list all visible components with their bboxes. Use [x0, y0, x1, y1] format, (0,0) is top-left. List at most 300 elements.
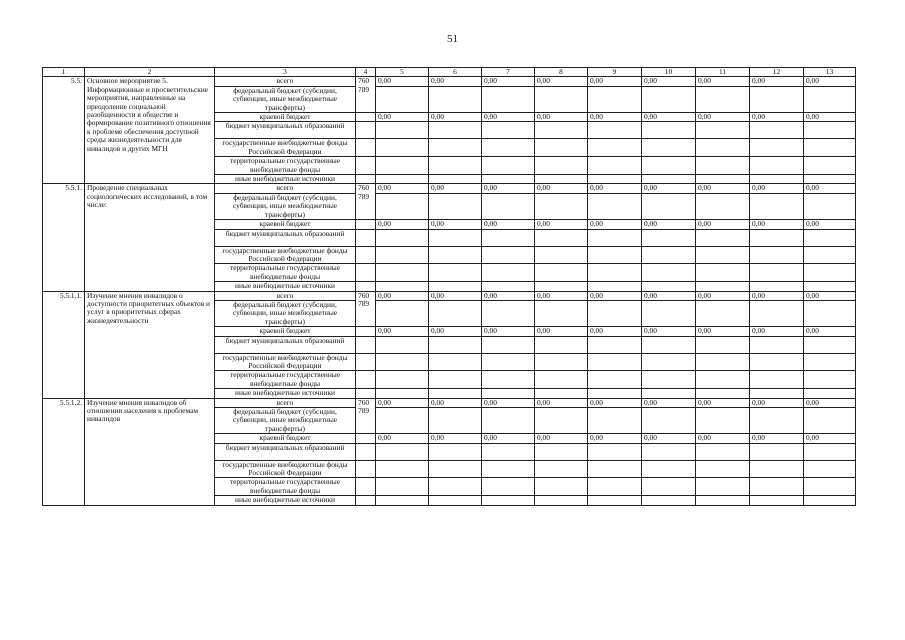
amount-value: 0,00: [642, 291, 696, 300]
budget-code-cell: [356, 139, 376, 157]
amount-empty: [482, 264, 535, 282]
amount-empty: [588, 460, 642, 478]
amount-empty: [429, 478, 482, 496]
amount-empty: [642, 139, 696, 157]
amount-value: 0,00: [588, 77, 642, 86]
amount-empty: [642, 246, 696, 264]
amount-empty: [588, 122, 642, 139]
amount-empty: [696, 193, 750, 219]
budget-code-cell: [356, 353, 376, 371]
funding-source: краевой бюджет: [215, 113, 356, 122]
amount-empty: [696, 478, 750, 496]
amount-value: 0,00: [535, 184, 588, 193]
amount-empty: [642, 496, 696, 505]
budget-code: 789: [358, 406, 370, 415]
amount-value: 0,00: [376, 77, 429, 86]
table-row: [43, 184, 856, 193]
amount-empty: [429, 264, 482, 282]
budget-code-cell: [356, 220, 376, 229]
amount-empty: [750, 282, 804, 291]
amount-value: 0,00: [429, 434, 482, 443]
amount-empty: [642, 122, 696, 139]
budget-code: 760: [358, 291, 370, 300]
amount-empty: [750, 478, 804, 496]
amount-empty: [429, 175, 482, 184]
section-name: Проведение специальных социологических исследований, в том числе:: [85, 184, 215, 291]
amount-empty: [750, 371, 804, 389]
amount-empty: [750, 122, 804, 139]
amount-empty: [429, 300, 482, 326]
amount-empty: [429, 389, 482, 398]
amount-empty: [696, 496, 750, 505]
amount-value: 0,00: [429, 113, 482, 122]
amount-empty: [376, 175, 429, 184]
amount-empty: [429, 246, 482, 264]
amount-empty: [535, 193, 588, 219]
amount-empty: [588, 175, 642, 184]
budget-code: 789: [358, 191, 370, 201]
amount-empty: [696, 157, 750, 175]
amount-empty: [535, 175, 588, 184]
amount-empty: [482, 175, 535, 184]
header-cell: 1: [43, 68, 85, 77]
amount-empty: [642, 282, 696, 291]
amount-empty: [696, 122, 750, 139]
section-index: 5.5.: [43, 77, 85, 184]
amount-empty: [642, 353, 696, 371]
amount-value: 0,00: [376, 220, 429, 229]
funding-source: государственные внебюджетные фонды Российской Федерации: [215, 353, 356, 371]
funding-source: краевой бюджет: [215, 327, 356, 336]
amount-value: 0,00: [588, 398, 642, 407]
amount-empty: [642, 443, 696, 460]
amount-empty: [804, 175, 856, 184]
amount-empty: [588, 229, 642, 246]
amount-empty: [429, 86, 482, 112]
budget-code-cell: [356, 246, 376, 264]
amount-empty: [804, 460, 856, 478]
funding-source: краевой бюджет: [215, 220, 356, 229]
budget-code-cell: [356, 389, 376, 398]
amount-empty: [642, 478, 696, 496]
amount-empty: [642, 193, 696, 219]
budget-code-cell: [356, 478, 376, 496]
funding-source: иные внебюджетные источники: [215, 389, 356, 398]
amount-empty: [696, 371, 750, 389]
funding-source: бюджет муниципальных образований: [215, 122, 356, 139]
amount-empty: [642, 460, 696, 478]
amount-value: 0,00: [750, 220, 804, 229]
amount-value: 0,00: [535, 327, 588, 336]
amount-empty: [642, 408, 696, 434]
amount-empty: [588, 496, 642, 505]
amount-empty: [588, 282, 642, 291]
funding-source: всего: [215, 77, 356, 86]
amount-empty: [482, 496, 535, 505]
amount-empty: [588, 371, 642, 389]
amount-value: 0,00: [429, 291, 482, 300]
amount-empty: [696, 389, 750, 398]
amount-empty: [535, 300, 588, 326]
amount-empty: [376, 496, 429, 505]
funding-source: федеральный бюджет (субсидии, субвенции, иные межбюджетные трансферты): [215, 408, 356, 434]
amount-empty: [429, 336, 482, 353]
amount-empty: [535, 86, 588, 112]
amount-empty: [642, 157, 696, 175]
amount-empty: [696, 460, 750, 478]
funding-source: всего: [215, 398, 356, 407]
amount-empty: [696, 408, 750, 434]
header-row: [43, 68, 856, 77]
budget-code-cell: [356, 291, 376, 327]
amount-empty: [750, 460, 804, 478]
amount-value: 0,00: [696, 184, 750, 193]
amount-empty: [750, 175, 804, 184]
header-cell: 12: [750, 68, 804, 77]
amount-empty: [535, 408, 588, 434]
amount-value: 0,00: [588, 220, 642, 229]
amount-empty: [750, 139, 804, 157]
amount-empty: [804, 300, 856, 326]
amount-empty: [642, 229, 696, 246]
amount-empty: [804, 353, 856, 371]
amount-empty: [588, 300, 642, 326]
amount-empty: [482, 336, 535, 353]
funding-source: территориальные государственные внебюджетные фонды: [215, 371, 356, 389]
funding-source: территориальные государственные внебюджетные фонды: [215, 264, 356, 282]
amount-value: 0,00: [750, 327, 804, 336]
header-cell: 7: [482, 68, 535, 77]
amount-empty: [750, 336, 804, 353]
funding-source: федеральный бюджет (субсидии, субвенции, иные межбюджетные трансферты): [215, 86, 356, 112]
amount-empty: [750, 300, 804, 326]
budget-code: 789: [358, 298, 370, 308]
funding-source: иные внебюджетные источники: [215, 496, 356, 505]
header-cell: 6: [429, 68, 482, 77]
amount-empty: [750, 86, 804, 112]
amount-empty: [804, 229, 856, 246]
amount-empty: [376, 443, 429, 460]
amount-empty: [804, 193, 856, 219]
table-row: [43, 398, 856, 407]
section-name: Основное мероприятие 5. Информационные и просветительские мероприятия, направленные на преодоление социальной разобщенности в обществе и формирование позитивного отношения к проблеме обеспечения доступной среды жизнедеятельности для инвалидов и других МГН: [85, 77, 215, 184]
amount-empty: [696, 264, 750, 282]
section-name: Изучение мнения инвалидов об отношении населения к проблемам инвалидов: [85, 398, 215, 505]
table-row: [43, 291, 856, 300]
amount-value: 0,00: [696, 291, 750, 300]
budget-code-cell: [356, 175, 376, 184]
funding-source: всего: [215, 291, 356, 300]
amount-empty: [696, 353, 750, 371]
amount-empty: [642, 86, 696, 112]
funding-source: бюджет муниципальных образований: [215, 229, 356, 246]
budget-code-cell: [356, 336, 376, 353]
amount-value: 0,00: [750, 434, 804, 443]
budget-code: 760: [358, 398, 370, 407]
amount-value: 0,00: [642, 327, 696, 336]
amount-empty: [429, 122, 482, 139]
amount-empty: [804, 122, 856, 139]
amount-value: 0,00: [482, 220, 535, 229]
header-cell: 4: [356, 68, 376, 77]
amount-value: 0,00: [429, 398, 482, 407]
amount-empty: [429, 193, 482, 219]
amount-value: 0,00: [535, 398, 588, 407]
amount-empty: [376, 157, 429, 175]
budget-code-cell: [356, 113, 376, 122]
amount-value: 0,00: [429, 77, 482, 86]
amount-value: 0,00: [804, 220, 856, 229]
amount-empty: [376, 460, 429, 478]
budget-code-cell: [356, 77, 376, 113]
amount-empty: [482, 408, 535, 434]
amount-empty: [429, 157, 482, 175]
page-number: 51: [447, 33, 458, 45]
amount-value: 0,00: [750, 398, 804, 407]
amount-empty: [535, 282, 588, 291]
amount-empty: [376, 336, 429, 353]
amount-empty: [588, 264, 642, 282]
budget-body: [43, 77, 856, 505]
amount-value: 0,00: [642, 184, 696, 193]
amount-empty: [535, 157, 588, 175]
amount-empty: [696, 282, 750, 291]
amount-value: 0,00: [642, 398, 696, 407]
amount-empty: [642, 371, 696, 389]
section-index: 5.5.1.2.: [43, 398, 85, 505]
amount-value: 0,00: [804, 113, 856, 122]
table-row: [43, 77, 856, 86]
amount-value: 0,00: [376, 113, 429, 122]
header-cell: 10: [642, 68, 696, 77]
amount-value: 0,00: [482, 327, 535, 336]
amount-value: 0,00: [376, 327, 429, 336]
budget-code: 760: [358, 183, 370, 193]
amount-empty: [642, 264, 696, 282]
funding-source: иные внебюджетные источники: [215, 282, 356, 291]
amount-empty: [804, 478, 856, 496]
funding-source: бюджет муниципальных образований: [215, 336, 356, 353]
amount-empty: [429, 408, 482, 434]
amount-empty: [482, 389, 535, 398]
amount-value: 0,00: [588, 327, 642, 336]
amount-value: 0,00: [804, 434, 856, 443]
amount-empty: [642, 389, 696, 398]
amount-empty: [696, 86, 750, 112]
amount-empty: [376, 353, 429, 371]
amount-empty: [482, 371, 535, 389]
amount-value: 0,00: [376, 291, 429, 300]
amount-value: 0,00: [429, 327, 482, 336]
amount-empty: [588, 246, 642, 264]
amount-empty: [482, 353, 535, 371]
amount-empty: [535, 246, 588, 264]
funding-source: территориальные государственные внебюджетные фонды: [215, 478, 356, 496]
amount-empty: [642, 175, 696, 184]
budget-code-cell: [356, 157, 376, 175]
amount-value: 0,00: [588, 184, 642, 193]
amount-empty: [696, 139, 750, 157]
funding-source: территориальные государственные внебюджетные фонды: [215, 157, 356, 175]
budget-code-cell: [356, 398, 376, 434]
amount-value: 0,00: [750, 113, 804, 122]
amount-empty: [750, 496, 804, 505]
amount-empty: [376, 371, 429, 389]
amount-value: 0,00: [642, 220, 696, 229]
header-cell: 11: [696, 68, 750, 77]
amount-empty: [588, 157, 642, 175]
amount-empty: [588, 408, 642, 434]
amount-value: 0,00: [482, 113, 535, 122]
amount-empty: [804, 139, 856, 157]
amount-empty: [804, 443, 856, 460]
amount-empty: [588, 86, 642, 112]
amount-value: 0,00: [535, 77, 588, 86]
funding-source: федеральный бюджет (субсидии, субвенции, иные межбюджетные трансферты): [215, 193, 356, 219]
amount-value: 0,00: [482, 291, 535, 300]
amount-value: 0,00: [750, 77, 804, 86]
amount-empty: [376, 300, 429, 326]
amount-empty: [376, 122, 429, 139]
funding-source: всего: [215, 184, 356, 193]
amount-empty: [804, 157, 856, 175]
amount-value: 0,00: [696, 327, 750, 336]
amount-empty: [588, 478, 642, 496]
amount-empty: [535, 229, 588, 246]
amount-value: 0,00: [429, 220, 482, 229]
amount-empty: [750, 193, 804, 219]
amount-empty: [804, 371, 856, 389]
amount-empty: [696, 175, 750, 184]
amount-value: 0,00: [642, 113, 696, 122]
amount-value: 0,00: [750, 184, 804, 193]
amount-empty: [804, 336, 856, 353]
amount-value: 0,00: [588, 291, 642, 300]
amount-empty: [482, 460, 535, 478]
amount-empty: [696, 300, 750, 326]
amount-value: 0,00: [804, 291, 856, 300]
amount-empty: [429, 496, 482, 505]
amount-empty: [535, 353, 588, 371]
budget-code-cell: [356, 327, 376, 336]
amount-empty: [376, 86, 429, 112]
header-cell: 13: [804, 68, 856, 77]
amount-value: 0,00: [482, 77, 535, 86]
amount-empty: [376, 282, 429, 291]
amount-empty: [750, 389, 804, 398]
amount-empty: [535, 389, 588, 398]
amount-empty: [750, 229, 804, 246]
amount-empty: [482, 157, 535, 175]
amount-value: 0,00: [535, 434, 588, 443]
budget-code-cell: [356, 184, 376, 220]
amount-empty: [588, 353, 642, 371]
amount-empty: [588, 443, 642, 460]
amount-empty: [482, 478, 535, 496]
amount-value: 0,00: [376, 184, 429, 193]
amount-value: 0,00: [482, 184, 535, 193]
amount-value: 0,00: [535, 113, 588, 122]
amount-value: 0,00: [696, 77, 750, 86]
amount-empty: [482, 300, 535, 326]
funding-source: государственные внебюджетные фонды Российской Федерации: [215, 246, 356, 264]
amount-empty: [429, 229, 482, 246]
amount-value: 0,00: [535, 220, 588, 229]
amount-empty: [376, 246, 429, 264]
amount-empty: [376, 478, 429, 496]
amount-empty: [804, 264, 856, 282]
amount-empty: [376, 229, 429, 246]
amount-empty: [535, 122, 588, 139]
amount-empty: [535, 336, 588, 353]
amount-empty: [804, 389, 856, 398]
amount-value: 0,00: [750, 291, 804, 300]
section-name: Изучение мнения инвалидов о доступности приоритетных объектов и услуг в приоритетных сферах жизнедеятельности: [85, 291, 215, 398]
budget-table: [42, 67, 856, 506]
amount-empty: [588, 139, 642, 157]
amount-value: 0,00: [696, 398, 750, 407]
amount-empty: [482, 443, 535, 460]
amount-empty: [429, 139, 482, 157]
amount-value: 0,00: [804, 327, 856, 336]
amount-value: 0,00: [376, 398, 429, 407]
amount-empty: [482, 122, 535, 139]
amount-empty: [429, 371, 482, 389]
amount-empty: [588, 336, 642, 353]
funding-source: государственные внебюджетные фонды Российской Федерации: [215, 460, 356, 478]
amount-empty: [535, 264, 588, 282]
header-cell: 5: [376, 68, 429, 77]
budget-code-cell: [356, 264, 376, 282]
amount-empty: [696, 246, 750, 264]
amount-value: 0,00: [804, 398, 856, 407]
amount-value: 0,00: [588, 434, 642, 443]
amount-empty: [535, 371, 588, 389]
amount-empty: [429, 460, 482, 478]
amount-empty: [804, 246, 856, 264]
amount-empty: [482, 246, 535, 264]
amount-empty: [750, 264, 804, 282]
amount-value: 0,00: [535, 291, 588, 300]
amount-value: 0,00: [588, 113, 642, 122]
amount-empty: [376, 193, 429, 219]
amount-value: 0,00: [696, 220, 750, 229]
funding-source: бюджет муниципальных образований: [215, 443, 356, 460]
amount-empty: [482, 282, 535, 291]
budget-code-cell: [356, 229, 376, 246]
amount-empty: [804, 408, 856, 434]
amount-value: 0,00: [429, 184, 482, 193]
header-cell: 8: [535, 68, 588, 77]
amount-empty: [588, 389, 642, 398]
header-cell: 3: [215, 68, 356, 77]
amount-empty: [535, 443, 588, 460]
amount-empty: [804, 86, 856, 112]
amount-empty: [588, 193, 642, 219]
amount-empty: [804, 496, 856, 505]
funding-source: федеральный бюджет (субсидии, субвенции, иные межбюджетные трансферты): [215, 300, 356, 326]
budget-code-cell: [356, 434, 376, 443]
budget-code: 789: [358, 84, 370, 94]
amount-empty: [696, 443, 750, 460]
amount-value: 0,00: [696, 113, 750, 122]
budget-code-cell: [356, 122, 376, 139]
funding-source: государственные внебюджетные фонды Российской Федерации: [215, 139, 356, 157]
amount-empty: [642, 300, 696, 326]
amount-empty: [482, 139, 535, 157]
amount-empty: [750, 443, 804, 460]
amount-value: 0,00: [804, 184, 856, 193]
